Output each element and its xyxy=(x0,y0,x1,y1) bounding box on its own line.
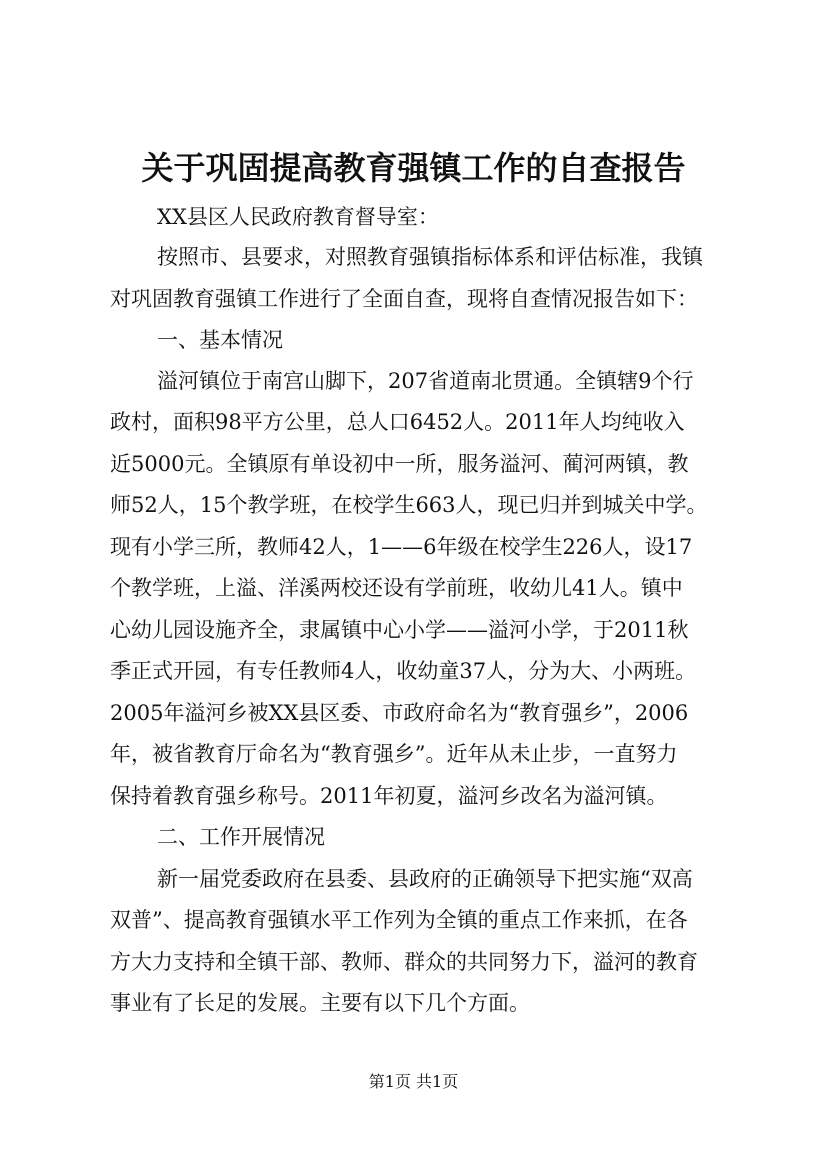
salutation: XX县区人民政府教育督导室： xyxy=(157,205,439,229)
paragraph-line-16: 方大力支持和全镇干部、教师、群众的共同努力下，溢河的教育 xyxy=(110,950,698,974)
paragraph-line-3: 溢河镇位于南宫山脚下，207省道南北贯通。全镇辖9个行 xyxy=(157,369,694,393)
document-title: 关于巩固提高教育强镇工作的自查报告 xyxy=(141,149,686,187)
page-footer: 第1页 共1页 xyxy=(368,1072,459,1091)
paragraph-line-17: 事业有了长足的发展。主要有以下几个方面。 xyxy=(110,991,530,1015)
paragraph-line-7: 现有小学三所，教师42人，1——6年级在校学生226人，设17 xyxy=(110,535,693,559)
paragraph-line-6: 师52人，15个教学班，在校学生663人，现已归并到城关中学。 xyxy=(110,493,708,517)
paragraph-line-8: 个教学班，上溢、洋溪两校还设有学前班，收幼儿41人。镇中 xyxy=(110,576,683,600)
paragraph-line-1: 按照市、县要求，对照教育强镇指标体系和评估标准，我镇 xyxy=(157,245,703,269)
paragraph-line-13: 保持着教育强乡称号。2011年初夏，溢河乡改名为溢河镇。 xyxy=(110,784,668,808)
paragraph-line-11: 2005年溢河乡被XX县区委、市政府命名为“教育强乡”，2006 xyxy=(110,701,689,725)
paragraph-line-5: 近5000元。全镇原有单设初中一所，服务溢河、蔺河两镇，教 xyxy=(110,452,689,476)
paragraph-line-9: 心幼儿园设施齐全，隶属镇中心小学——溢河小学，于2011秋 xyxy=(110,618,689,642)
paragraph-line-12: 年，被省教育厅命名为“教育强乡”。近年从未止步，一直努力 xyxy=(110,742,678,766)
paragraph-line-14: 新一届党委政府在县委、县政府的正确领导下把实施“双高 xyxy=(157,867,693,891)
section-heading-work-progress: 二、工作开展情况 xyxy=(157,825,325,849)
paragraph-line-10: 季正式开园，有专任教师4人，收幼童37人，分为大、小两班。 xyxy=(110,659,697,683)
paragraph-line-2: 对巩固教育强镇工作进行了全面自查，现将自查情况报告如下： xyxy=(110,287,698,311)
section-heading-basic-situation: 一、基本情况 xyxy=(157,328,283,352)
paragraph-line-4: 政村，面积98平方公里，总人口6452人。2011年人均纯收入 xyxy=(110,410,685,434)
paragraph-line-15: 双普”、提高教育强镇水平工作列为全镇的重点工作来抓，在各 xyxy=(110,908,688,932)
